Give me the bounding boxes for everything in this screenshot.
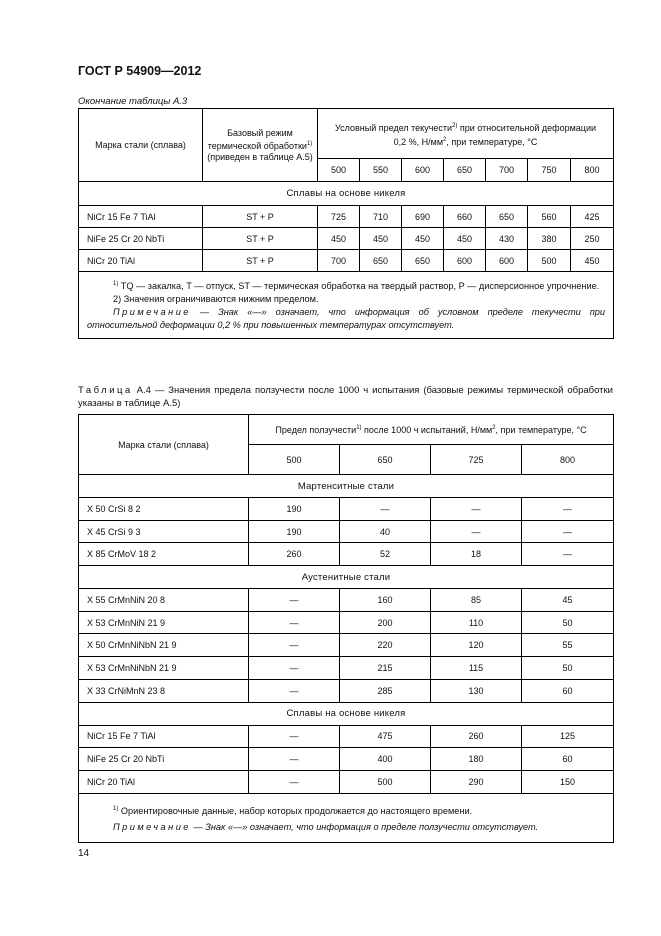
value-cell: 40 [340, 520, 431, 543]
table-row [79, 611, 614, 634]
temp-header: 750 [528, 159, 571, 182]
value-cell: — [340, 498, 431, 521]
grade-cell: NiFe 25 Cr 20 NbTi [79, 748, 249, 771]
value-cell: 120 [431, 634, 522, 657]
temp-header: 800 [522, 445, 614, 475]
value-cell: 700 [318, 250, 360, 272]
table-row [79, 250, 614, 272]
table-row [79, 770, 614, 793]
value-cell: — [249, 589, 340, 612]
value-cell: — [249, 725, 340, 748]
value-cell: — [249, 634, 340, 657]
value-cell: 450 [571, 250, 614, 272]
value-cell: 200 [340, 611, 431, 634]
unit-superscript: 2 [443, 136, 447, 143]
value-cell: 600 [444, 250, 486, 272]
col-header-creep-text: , при температуре, °С [495, 424, 587, 435]
value-cell: 690 [402, 206, 444, 228]
value-cell: 650 [402, 250, 444, 272]
page-header: ГОСТ Р 54909—2012 [78, 64, 202, 78]
table-a4-caption [78, 384, 613, 410]
col-header-yield-text: при относительной деформации [457, 122, 596, 133]
grade-cell: X 85 CrMoV 18 2 [79, 543, 249, 566]
footnote-2: 2) Значения ограничиваются нижним пределом. [113, 294, 319, 305]
caption-label: Таблица [78, 385, 133, 396]
page-number: 14 [78, 848, 90, 859]
grade-cell: NiCr 15 Fe 7 TiAl [79, 725, 249, 748]
mode-cell: ST + P [203, 228, 318, 250]
section-header: Сплавы на основе никеля [79, 182, 614, 206]
value-cell: 650 [486, 206, 528, 228]
value-cell: 600 [486, 250, 528, 272]
value-cell: 380 [528, 228, 571, 250]
col-header-mode-line3: (приведен в таблице А.5) [207, 151, 313, 162]
value-cell: 450 [444, 228, 486, 250]
temp-header: 500 [318, 159, 360, 182]
value-cell: 60 [522, 748, 614, 771]
table-row [79, 228, 614, 250]
remark-text: — Знак «—» означает, что информация об условном пределе текучести при относительной деформации 0,2 % при повышенных температурах отсутствует. [87, 307, 606, 331]
temp-header: 800 [571, 159, 614, 182]
temp-header: 700 [486, 159, 528, 182]
value-cell: — [249, 657, 340, 680]
value-cell: 50 [522, 657, 614, 680]
value-cell: — [522, 543, 614, 566]
value-cell: 450 [360, 228, 402, 250]
grade-cell: X 55 CrMnNiN 20 8 [79, 589, 249, 612]
grade-cell: X 53 CrMnNiNbN 21 9 [79, 657, 249, 680]
grade-cell: NiCr 20 TiAl [79, 250, 203, 272]
temp-header: 600 [402, 159, 444, 182]
value-cell: 425 [571, 206, 614, 228]
value-cell: 450 [402, 228, 444, 250]
value-cell: 60 [522, 679, 614, 702]
col-header-yield-unit: 0,2 %, Н/мм [393, 136, 444, 147]
value-cell: 285 [340, 679, 431, 702]
value-cell: 115 [431, 657, 522, 680]
table-notes [79, 793, 614, 842]
value-cell: 215 [340, 657, 431, 680]
value-cell: 55 [522, 634, 614, 657]
value-cell: 430 [486, 228, 528, 250]
value-cell: 130 [431, 679, 522, 702]
col-header-grade: Марка стали (сплава) [79, 415, 249, 475]
col-header-creep-text: после 1000 ч испытаний, Н/мм [361, 424, 493, 435]
col-header-grade: Марка стали (сплава) [79, 109, 203, 182]
caption-text: А.4 — Значения предела ползучести после 1000 ч испытания (базовые режимы термической обработки указаны в таблице А.5) [78, 385, 613, 409]
value-cell: 125 [522, 725, 614, 748]
remark-label: Примечание [113, 307, 191, 318]
table-a3 [78, 108, 614, 339]
value-cell: — [522, 498, 614, 521]
grade-cell: NiFe 25 Cr 20 NbTi [79, 228, 203, 250]
section-header: Сплавы на основе никеля [79, 702, 614, 725]
col-header-creep [249, 415, 614, 445]
col-header-yield [318, 109, 614, 159]
value-cell: — [249, 679, 340, 702]
table-row [79, 725, 614, 748]
col-header-yield-text: Условный предел текучести [335, 122, 453, 133]
value-cell: — [249, 611, 340, 634]
grade-cell: NiCr 20 TiAl [79, 770, 249, 793]
value-cell: 52 [340, 543, 431, 566]
table-row [79, 657, 614, 680]
table-row [79, 589, 614, 612]
grade-cell: NiCr 15 Fe 7 TiAl [79, 206, 203, 228]
mode-cell: ST + P [203, 206, 318, 228]
value-cell: — [431, 520, 522, 543]
col-header-yield-unit: , при температуре, °С [446, 136, 538, 147]
temp-header: 650 [340, 445, 431, 475]
table-a3-continuation-caption: Окончание таблицы А.3 [78, 96, 188, 107]
temp-header: 725 [431, 445, 522, 475]
footnote-text: TQ — закалка, T — отпуск, ST — термическая обработка на твердый раствор, P — дисперсионное упрочнение. [118, 281, 600, 292]
value-cell: 18 [431, 543, 522, 566]
value-cell: 560 [528, 206, 571, 228]
table-remark [87, 819, 605, 835]
temp-header: 550 [360, 159, 402, 182]
value-cell: — [249, 748, 340, 771]
unit-superscript: 2 [492, 424, 496, 431]
table-notes [79, 272, 614, 339]
table-row [79, 520, 614, 543]
value-cell: 475 [340, 725, 431, 748]
value-cell: — [249, 770, 340, 793]
remark-text: — Знак «—» означает, что информация о пределе ползучести отсутствует. [190, 821, 539, 832]
table-row [79, 543, 614, 566]
value-cell: 400 [340, 748, 431, 771]
temp-header: 500 [249, 445, 340, 475]
temp-header: 650 [444, 159, 486, 182]
table-row [79, 679, 614, 702]
col-header-mode-line1: Базовый режим [227, 127, 293, 138]
value-cell: 290 [431, 770, 522, 793]
footnote-ref: 1) [306, 140, 313, 147]
table-row [79, 748, 614, 771]
value-cell: 150 [522, 770, 614, 793]
value-cell: 500 [340, 770, 431, 793]
value-cell: 710 [360, 206, 402, 228]
footnote-marker: 1) [113, 805, 119, 812]
value-cell: 260 [431, 725, 522, 748]
value-cell: 650 [360, 250, 402, 272]
value-cell: 220 [340, 634, 431, 657]
col-header-mode [203, 109, 318, 182]
value-cell: 110 [431, 611, 522, 634]
col-header-creep-text: Предел ползучести [275, 424, 357, 435]
table-row [79, 206, 614, 228]
footnote-1 [87, 801, 605, 819]
mode-cell: ST + P [203, 250, 318, 272]
footnote-text: Ориентировочные данные, набор которых продолжается до настоящего времени. [118, 805, 473, 816]
value-cell: 190 [249, 498, 340, 521]
remark-label: Примечание [113, 821, 191, 832]
col-header-mode-line2: термической обработки [207, 140, 307, 151]
table-a4 [78, 414, 614, 843]
section-header: Аустенитные стали [79, 566, 614, 589]
grade-cell: X 50 CrSi 8 2 [79, 498, 249, 521]
value-cell: 250 [571, 228, 614, 250]
table-remark [87, 306, 605, 332]
grade-cell: X 45 CrSi 9 3 [79, 520, 249, 543]
value-cell: 725 [318, 206, 360, 228]
value-cell: 45 [522, 589, 614, 612]
value-cell: — [431, 498, 522, 521]
value-cell: 160 [340, 589, 431, 612]
value-cell: — [522, 520, 614, 543]
value-cell: 190 [249, 520, 340, 543]
footnote-1 [87, 278, 605, 293]
table-row [79, 634, 614, 657]
grade-cell: X 33 CrNiMnN 23 8 [79, 679, 249, 702]
footnote-marker: 1) [113, 281, 119, 287]
value-cell: 85 [431, 589, 522, 612]
value-cell: 260 [249, 543, 340, 566]
table-row [79, 498, 614, 521]
value-cell: 500 [528, 250, 571, 272]
section-header: Мартенситные стали [79, 475, 614, 498]
value-cell: 660 [444, 206, 486, 228]
footnote-ref: 1) [356, 424, 362, 431]
value-cell: 450 [318, 228, 360, 250]
footnote-ref: 2) [452, 122, 458, 129]
value-cell: 50 [522, 611, 614, 634]
value-cell: 180 [431, 748, 522, 771]
grade-cell: X 50 CrMnNiNbN 21 9 [79, 634, 249, 657]
grade-cell: X 53 CrMnNiN 21 9 [79, 611, 249, 634]
